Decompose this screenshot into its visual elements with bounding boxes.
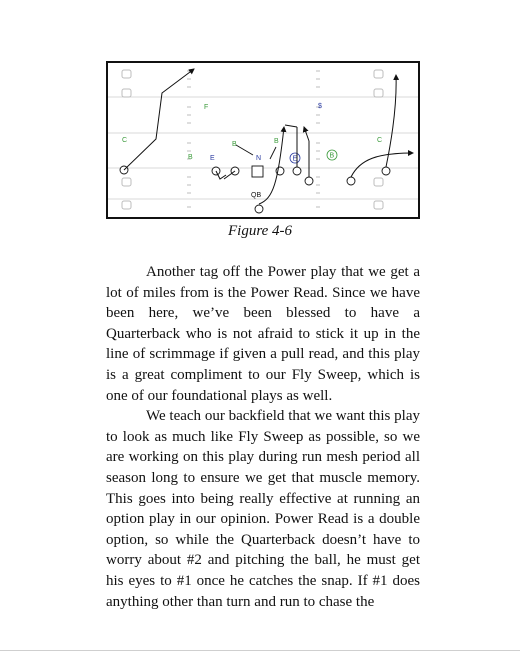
body-text: [106, 262, 420, 612]
defender-e-left: E: [210, 155, 215, 162]
offense: [120, 166, 390, 213]
play-diagram-svg: [108, 63, 418, 217]
sideline-markers: [122, 70, 383, 209]
defender-e-right: E: [292, 155, 298, 163]
hash-marks: [187, 71, 320, 207]
paragraph-2: We teach our backfield that we want this play to look as much like Fly Sweep as possible, so we are working on this play during run mesh period all season long to ensure we get that muscle memory. This goes into being really effective at running an option play in our opinion. Power Read is a double option, so while the Quarterback doesn’t have to worry about #2 and pitching the ball, he must get his eyes to #1 once he catches the snap. If #1 does anything other than turn and run to chase the: [106, 408, 420, 610]
defender-c-right: C: [377, 137, 383, 144]
defender-f: F: [204, 104, 209, 111]
routes: [124, 69, 413, 204]
paragraph-1: Another tag off the Power play that we get a lot of miles from is the Power Read. Since we have been here, we’ve been blessed to have a Quarterback who is not afraid to stick it up in the line of scrimmage if given a pull read, and this play is a great compliment to our Fly Sweep, which is one of our foundational plays as well.: [106, 264, 420, 404]
defender-n: N: [256, 155, 262, 162]
defender-c-left: C: [122, 137, 128, 144]
defender-b-mid: B: [232, 141, 237, 148]
qb-label: QB: [251, 192, 262, 199]
page-bottom-rule: [0, 650, 520, 651]
defender-b-right: B: [274, 138, 279, 145]
play-diagram: [106, 61, 420, 219]
defender-b-far: B: [329, 152, 335, 160]
defender-s: $: [318, 103, 322, 110]
defender-b-left: B: [188, 154, 193, 161]
figure-caption: Figure 4-6: [227, 223, 292, 239]
yard-lines: [108, 97, 418, 199]
